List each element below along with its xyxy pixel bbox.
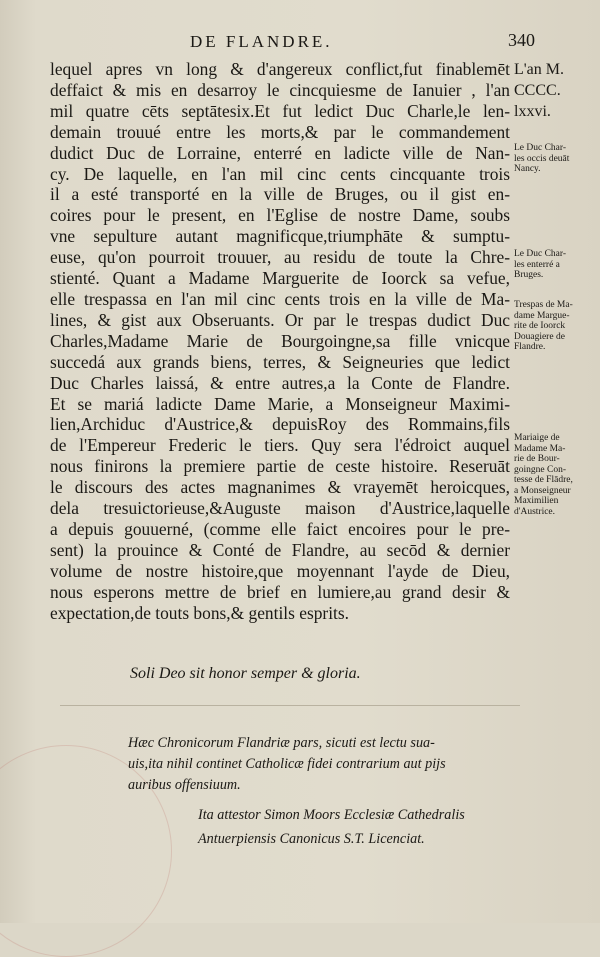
- text-line: sent) la prouince & Conté de Flandre, au secōd & dernier: [50, 539, 510, 560]
- divider: [60, 705, 520, 706]
- running-title: DE FLANDRE.: [190, 32, 333, 51]
- text-line: mil quatre cēts septātesix.Et fut ledict Duc Charle,le len-: [50, 100, 510, 121]
- text-line: Et se mariá ladicte Dame Marie, a Monseigneur Maximi-: [50, 393, 510, 414]
- text-line: il a esté transporté en la ville de Bruges, ou il gist en-: [50, 184, 510, 205]
- margin-note: Mariaige de Madame Ma- rie de Bour- goingne Con- tesse de Flādre, a Monseigneur Maximilien d'Austrice.: [514, 433, 573, 517]
- margin-note: CCCC.: [514, 82, 561, 99]
- margin-note: Le Duc Char- les occis deuāt Nancy.: [514, 143, 570, 174]
- text-line: dela tresuictorieuse,&Auguste maison d'Austrice,laquelle: [50, 498, 510, 519]
- text-line: lien,Archiduc d'Austrice,& depuisRoy des Rommains,fils: [50, 414, 510, 435]
- text-line: euse, qu'on pourroit trouuer, au residu de toute la Chre-: [50, 247, 510, 268]
- text-line: nous finirons la premiere partie de ceste histoire. Reseruāt: [50, 456, 510, 477]
- text-line: dudict Duc de Lorraine, enterré en ladicte ville de Nan-: [50, 142, 510, 163]
- signature-line: Ita attestor Simon Moors Ecclesiæ Cathedralis: [198, 807, 465, 823]
- text-line: le discours des actes magnanimes & vrayemēt heroicques,: [50, 477, 510, 498]
- page-number: 340: [508, 30, 535, 50]
- signature-line: Antuerpiensis Canonicus S.T. Licenciat.: [198, 831, 425, 847]
- text-line: a depuis gouuerné, (comme elle faict encoires pour le pre-: [50, 518, 510, 539]
- text-line: Charles,Madame Marie de Bourgoingne,sa fille vnicque: [50, 330, 510, 351]
- margin-note: Trespas de Ma- dame Margue- rite de Ioorck Douagiere de Flandre.: [514, 300, 573, 352]
- text-line: expectation,de touts bons,& gentils esprits.: [50, 602, 349, 623]
- approbation-line: auribus offensiuum.: [128, 777, 241, 793]
- text-line: demain trouué entre les morts,& par le commandement: [50, 121, 510, 142]
- main-text: [50, 59, 510, 623]
- text-line: vne sepulture autant magnificque,triumphāte & sumptu-: [50, 226, 510, 247]
- text-line: lines, & gist aux Obseruants. Or par le trespas dudict Duc: [50, 309, 510, 330]
- censor-signature: [198, 803, 465, 851]
- text-line: nous esperons mettre de brief en lumiere,au grand desir &: [50, 581, 510, 602]
- text-line: elle trespassa en l'an mil cinc cents trois en la ville de Ma-: [50, 288, 510, 309]
- margin-note: lxxvi.: [514, 103, 551, 120]
- text-line: cy. De laquelle, en l'an mil cinc cents cincquante trois: [50, 163, 510, 184]
- margin-note: Le Duc Char- les enterré a Bruges.: [514, 249, 567, 280]
- approbation-line: uis,ita nihil continet Catholicæ fidei contrarium aut pijs: [128, 756, 446, 772]
- margin-note: L'an M.: [514, 61, 564, 78]
- page-header: [0, 30, 600, 54]
- text-line: coires pour le present, en l'Eglise de nostre Dame, soubs: [50, 205, 510, 226]
- text-line: Duc Charles laissá, & entre autres,a la Conte de Flandre.: [50, 372, 510, 393]
- text-line: de l'Empereur Frederic le tiers. Quy sera l'édroict auquel: [50, 435, 510, 456]
- text-line: succedá aux grands biens, terres, & Seigneuries que ledict: [50, 351, 510, 372]
- text-line: stienté. Quant a Madame Marguerite de Ioorck sa vefue,: [50, 268, 510, 289]
- approbation: [128, 733, 510, 796]
- text-line: deffaict & mis en desarroy le cincquiesme de Ianuier , l'an: [50, 79, 510, 100]
- text-line: lequel apres vn long & d'angereux conflict,fut finablemēt: [50, 59, 510, 79]
- text-line: volume de nostre histoire,que moyennant l'ayde de Dieu,: [50, 560, 510, 581]
- approbation-line: Hæc Chronicorum Flandriæ pars, sicuti est lectu sua-: [128, 735, 435, 751]
- closing-motto: Soli Deo sit honor semper & gloria.: [130, 665, 361, 682]
